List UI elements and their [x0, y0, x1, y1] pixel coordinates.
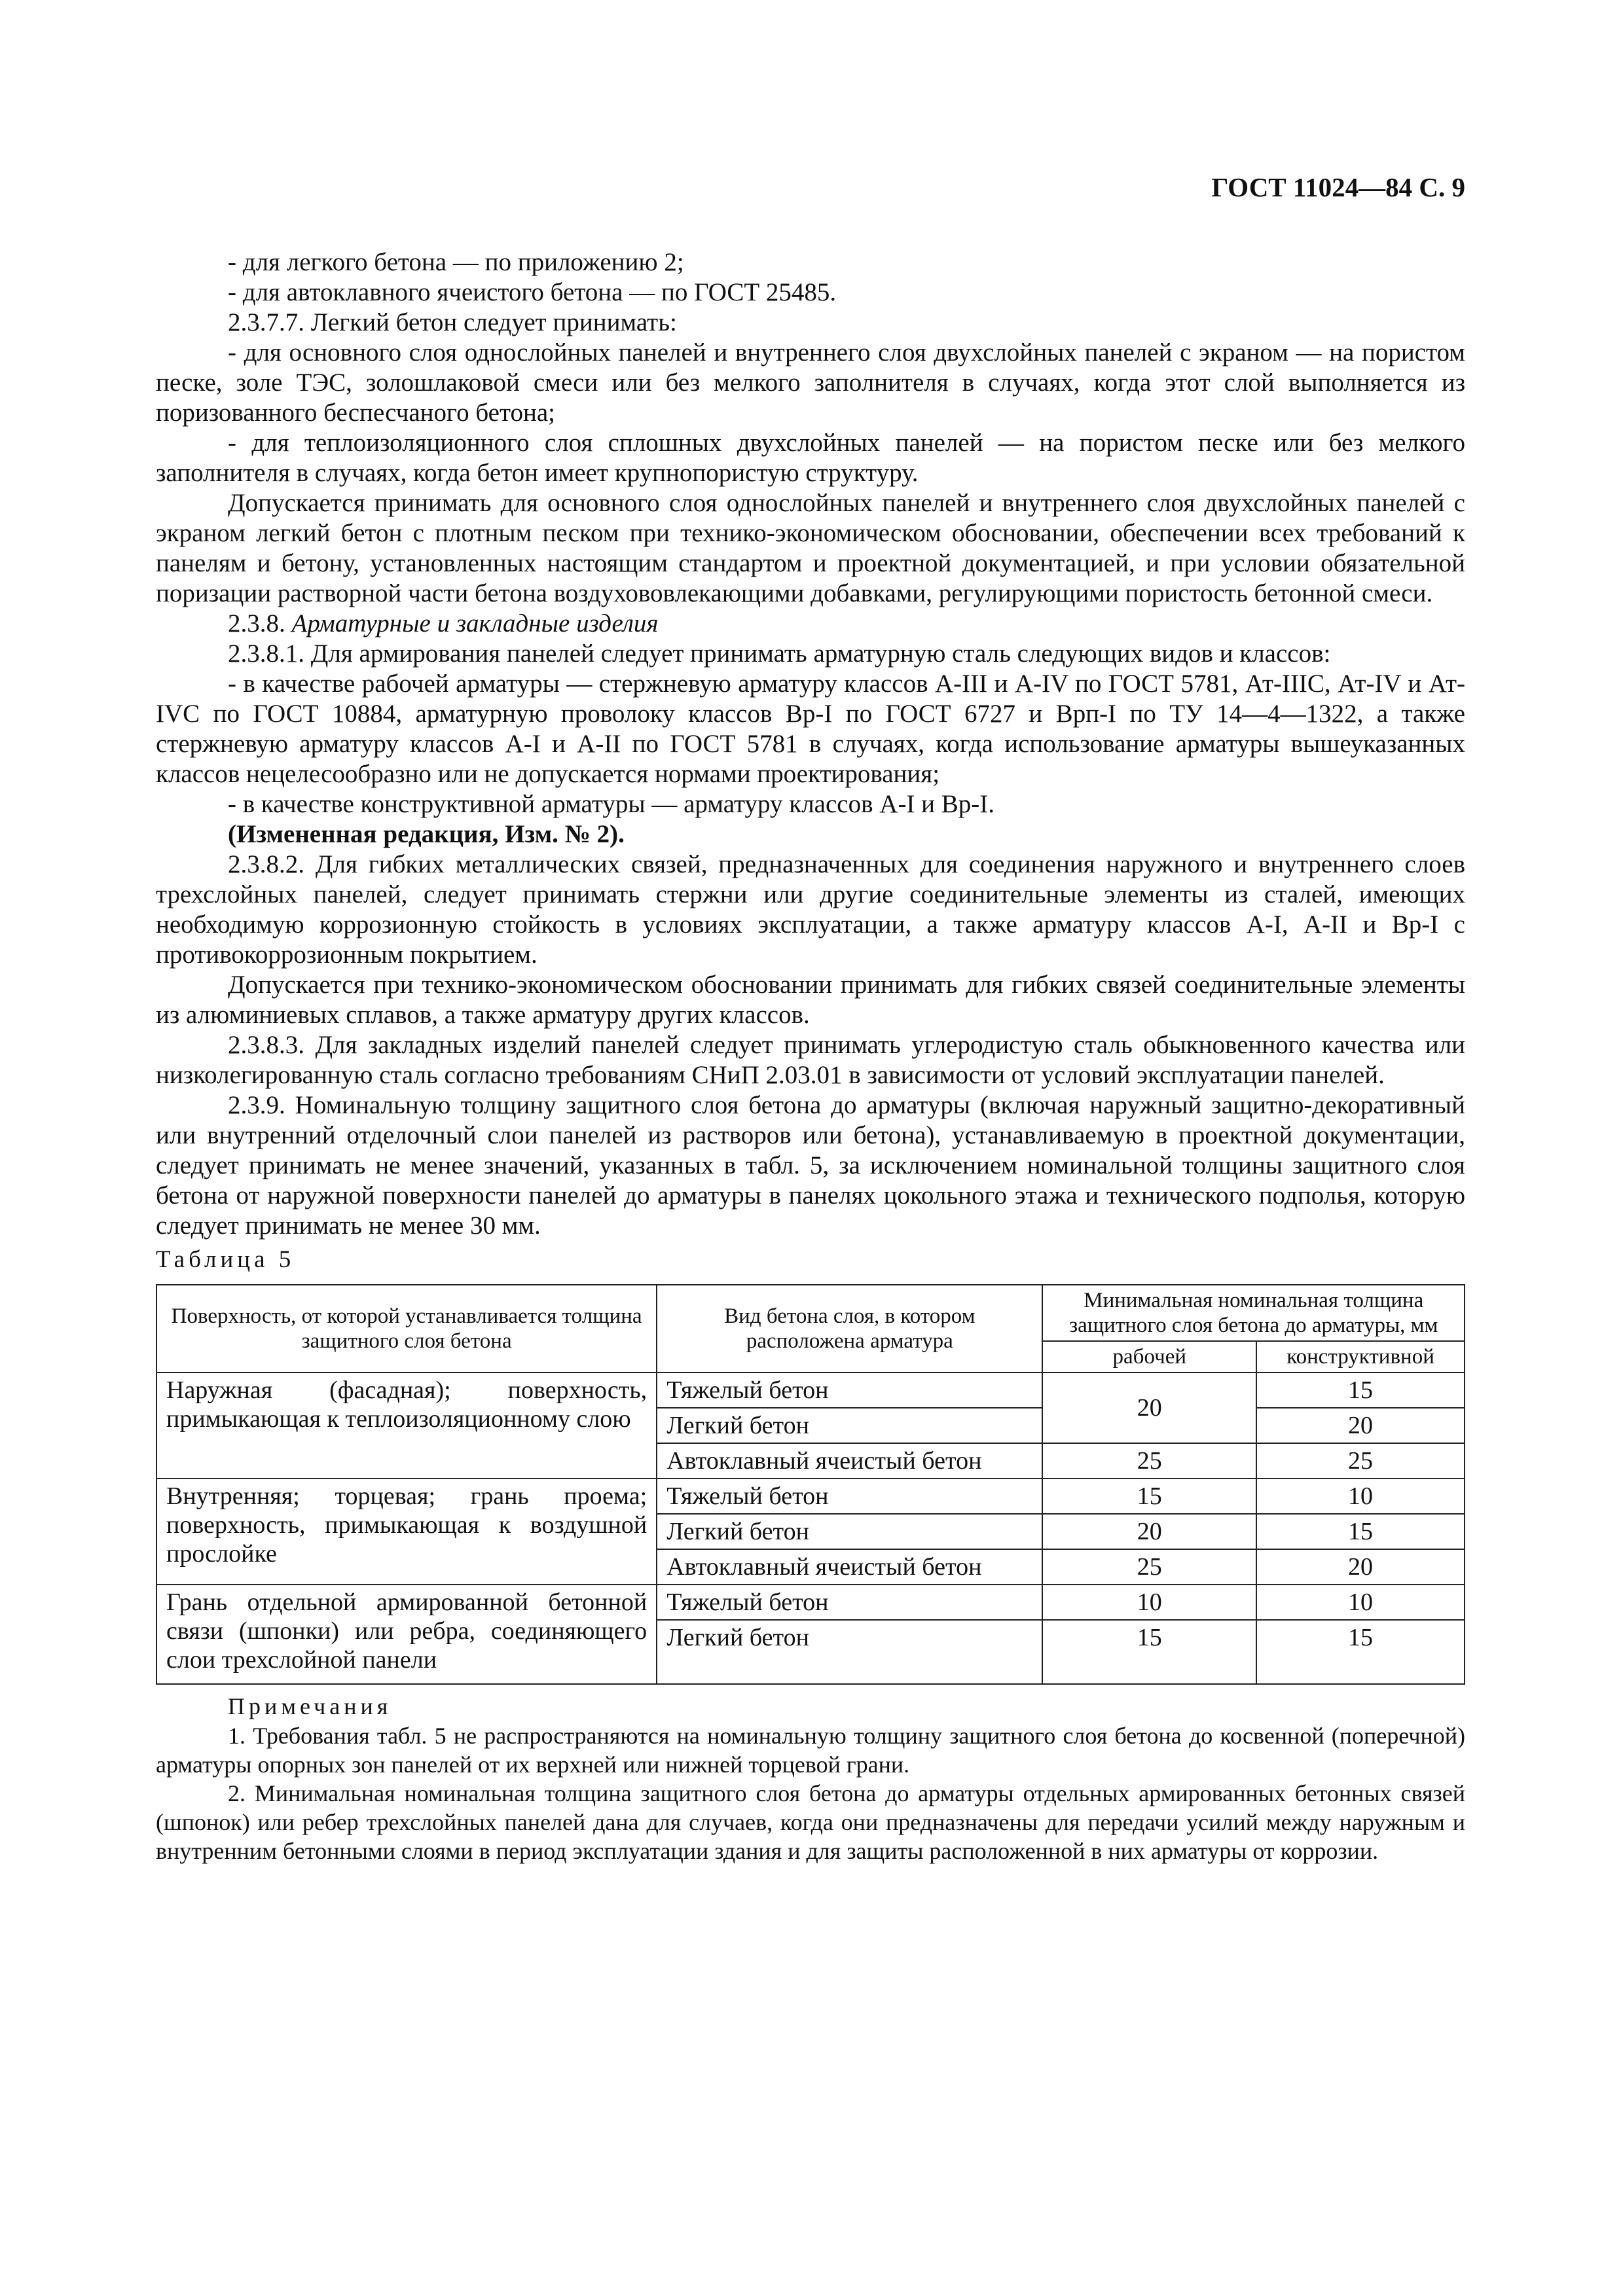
concrete-cell: Автоклавный ячеистый бетон: [657, 1443, 1042, 1479]
paragraph: 2.3.8.3. Для закладных изделий панелей следует принимать углеродистую сталь обыкновенного качества или низколегированную сталь согласно требованиям СНиП 2.03.01 в зависимости от условий эксплуатации панелей.: [156, 1031, 1465, 1089]
header-concrete-type: Вид бетона слоя, в котором расположена арматура: [657, 1285, 1042, 1372]
paragraph: - в качестве конструктивной арматуры — арматуру классов А-I и Вр-I.: [228, 790, 995, 818]
paragraph: - в качестве рабочей арматуры — стержневую арматуру классов А-III и А-IV по ГОСТ 5781, Ат-IIIC, Ат-IV и Ат-IVC по ГОСТ 10884, арматурную проволоку классов Вр-I по ГОСТ 6727 и Врп-I по ТУ 14—4—1322, а также стержневую арматуру классов А-I и А-II по ГОСТ 5781 в случаях, когда использование арматуры вышеуказанных классов нецелесообразно или не допускается нормами проектирования;: [156, 670, 1465, 788]
constructive-cell: 20: [1256, 1408, 1465, 1443]
document-body: [156, 247, 1465, 1865]
paragraph: 2.3.7.7. Легкий бетон следует принимать:: [228, 308, 677, 336]
paragraph: 2.3.9. Номинальную толщину защитного слоя бетона до арматуры (включая наружный защитно-декоративный или внутренний отделочный слои панелей из растворов или бетона), устанавливаемую в проектной документации, следует принимать не менее значений, указанных в табл. 5, за исключением номинальной толщины защитного слоя бетона от наружной поверхности панелей до арматуры в панелях цокольного этажа и технического подполья, которую следует принимать не менее 30 мм.: [156, 1091, 1465, 1240]
paragraph: - для основного слоя однослойных панелей и внутреннего слоя двухслойных панелей с экраном — на пористом песке, золе ТЭС, золошлаковой смеси или без мелкого заполнителя в случаях, когда этот слой выполняется из поризованного беспесчаного бетона;: [156, 338, 1465, 427]
amendment-note: (Измененная редакция, Изм. № 2).: [228, 820, 625, 848]
surface-cell: Грань отдельной армированной бетонной связи (шпонки) или ребра, соединяющего слои трехслойной панели: [156, 1585, 657, 1684]
paragraph: 2.3.8.1. Для армирования панелей следует принимать арматурную сталь следующих видов и классов:: [228, 639, 1331, 668]
working-cell: 25: [1042, 1549, 1256, 1585]
concrete-cell: Тяжелый бетон: [657, 1479, 1042, 1514]
cover-thickness-table: [156, 1284, 1465, 1685]
working-cell: 25: [1042, 1443, 1256, 1479]
working-cell: 20: [1042, 1372, 1256, 1443]
working-cell: 15: [1042, 1620, 1256, 1684]
constructive-cell: 25: [1256, 1443, 1465, 1479]
concrete-cell: Легкий бетон: [657, 1408, 1042, 1443]
surface-cell: Внутренняя; торцевая; грань проема; поверхность, примыкающая к воздушной прослойке: [156, 1479, 657, 1585]
concrete-cell: Автоклавный ячеистый бетон: [657, 1549, 1042, 1585]
paragraph: - для теплоизоляционного слоя сплошных двухслойных панелей — на пористом песке или без мелкого заполнителя в случаях, когда бетон имеет крупнопористую структуру.: [156, 429, 1465, 487]
paragraph: 2.3.8.2. Для гибких металлических связей, предназначенных для соединения наружного и внутреннего слоев трехслойных панелей, следует принимать стержни или другие соединительные элементы из сталей, имеющих необходимую коррозионную стойкость в условиях эксплуатации, а также арматуру классов А-I, А-II и Вр-I с противокоррозионным покрытием.: [156, 850, 1465, 969]
constructive-cell: 20: [1256, 1549, 1465, 1585]
section-number: 2.3.8.: [228, 609, 292, 637]
concrete-cell: Легкий бетон: [657, 1514, 1042, 1549]
concrete-cell: Тяжелый бетон: [657, 1585, 1042, 1620]
section-heading: [156, 609, 1465, 639]
constructive-cell: 15: [1256, 1514, 1465, 1549]
paragraph: - для легкого бетона — по приложению 2;: [228, 248, 684, 276]
table-row: [156, 1372, 1465, 1408]
header-surface: Поверхность, от которой устанавливается толщина защитного слоя бетона: [156, 1285, 657, 1372]
surface-cell: Наружная (фасадная); поверхность, примыкающая к теплоизоляционному слою: [156, 1372, 657, 1479]
header-working: рабочей: [1042, 1341, 1256, 1372]
constructive-cell: 15: [1256, 1372, 1465, 1408]
constructive-cell: 10: [1256, 1479, 1465, 1514]
concrete-cell: Легкий бетон: [657, 1620, 1042, 1684]
header-constructive: конструктивной: [1256, 1341, 1465, 1372]
header-min-thickness: Минимальная номинальная толщина защитного слоя бетона до арматуры, мм: [1042, 1285, 1465, 1341]
working-cell: 20: [1042, 1514, 1256, 1549]
table-row: [156, 1585, 1465, 1620]
constructive-cell: 10: [1256, 1585, 1465, 1620]
concrete-cell: Тяжелый бетон: [657, 1372, 1042, 1408]
working-cell: 10: [1042, 1585, 1256, 1620]
paragraph: Допускается принимать для основного слоя однослойных панелей и внутреннего слоя двухслойных панелей с экраном легкий бетон с плотным песком при технико-экономическом обосновании, обеспечении всех требований к панелям и бетону, установленных настоящим стандартом и проектной документацией, и при условии обязательной поризации растворной части бетона воздухововлекающими добавками, регулирующими пористость бетонной смеси.: [156, 489, 1465, 607]
table-caption: Таблица 5: [156, 1246, 295, 1273]
note-item: 1. Требования табл. 5 не распространяются на номинальную толщину защитного слоя бетона до косвенной (поперечной) арматуры опорных зон панелей от их верхней или нижней торцевой грани.: [156, 1723, 1465, 1778]
section-title: Арматурные и закладные изделия: [291, 609, 659, 637]
note-item: 2. Минимальная номинальная толщина защитного слоя бетона до арматуры отдельных армированных бетонных связей (шпонок) или ребер трехслойных панелей дана для случаев, когда они предназначены для передачи усилий между наружным и внутренним бетонными слоями в период эксплуатации здания и для защиты расположенной в них арматуры от коррозии.: [156, 1780, 1465, 1864]
table-row: [156, 1479, 1465, 1514]
working-cell: 15: [1042, 1479, 1256, 1514]
notes-title: Примечания: [228, 1693, 392, 1719]
paragraph: Допускается при технико-экономическом обосновании принимать для гибких связей соединительные элементы из алюминиевых сплавов, а также арматуру других классов.: [156, 971, 1465, 1029]
constructive-cell: 15: [1256, 1620, 1465, 1684]
page-header: ГОСТ 11024—84 С. 9: [1211, 172, 1465, 202]
paragraph: - для автоклавного ячеистого бетона — по ГОСТ 25485.: [228, 278, 837, 306]
